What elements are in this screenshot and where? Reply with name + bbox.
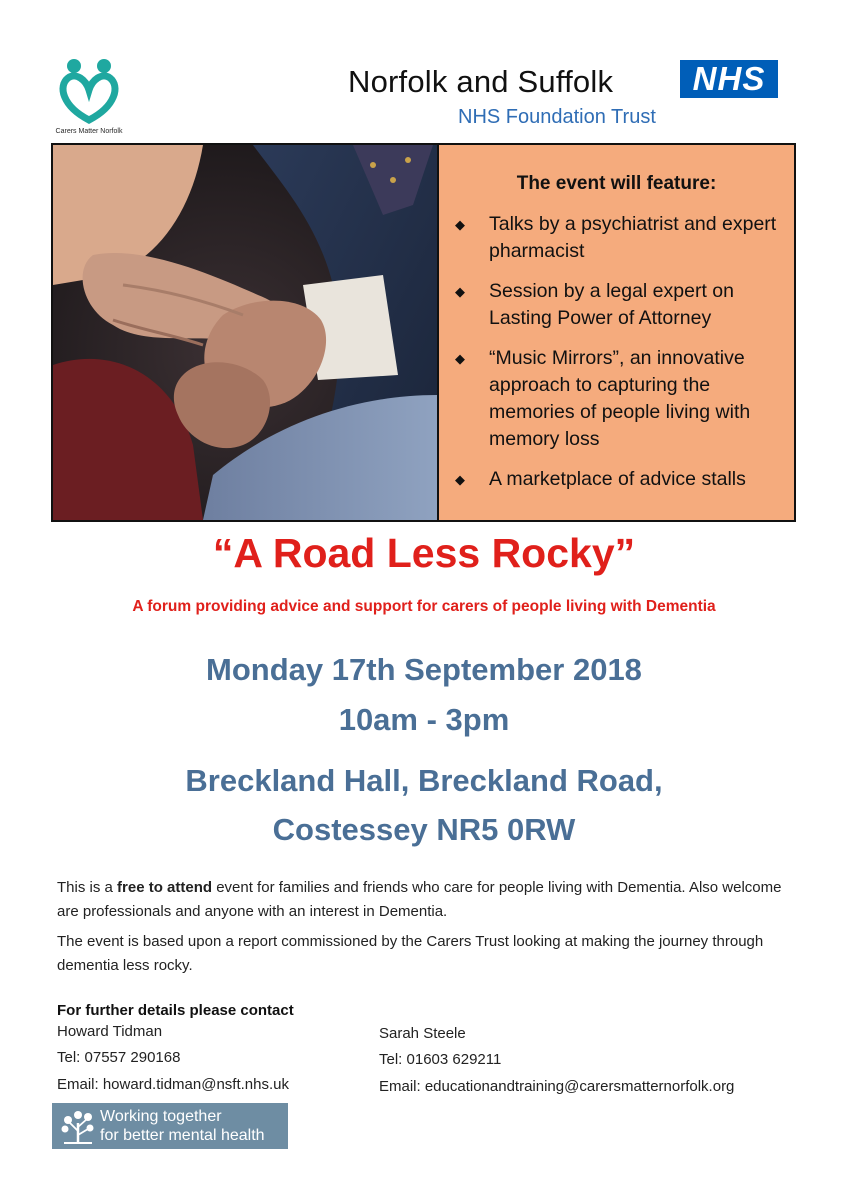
contact-email: Email: howard.tidman@nsft.nhs.uk xyxy=(57,1076,289,1093)
hero-section xyxy=(51,143,796,522)
tree-icon xyxy=(58,1107,98,1145)
free-to-attend-text: free to attend xyxy=(117,879,213,896)
intro-text-rest: event for families and friends who care for people living with Dementia. Also welcome are professionals and anyone with an interest in Dementia. xyxy=(57,879,782,920)
banner-line-1: Working together xyxy=(100,1108,222,1125)
event-time: 10am - 3pm xyxy=(338,702,510,737)
event-title: “A Road Less Rocky” xyxy=(212,530,636,576)
feature-list xyxy=(453,211,783,506)
diamond-bullet-icon: ◆ xyxy=(455,217,465,232)
diamond-bullet-icon: ◆ xyxy=(455,472,465,487)
feature-item xyxy=(453,211,783,265)
feature-item xyxy=(453,466,783,493)
diamond-bullet-icon: ◆ xyxy=(455,351,465,366)
contact-name: Sarah Steele xyxy=(379,1025,466,1042)
intro-text-prefix: This is a xyxy=(57,879,118,896)
contact-phone: Tel: 07557 290168 xyxy=(57,1049,181,1066)
contact-heading: For further details please contact xyxy=(57,1002,294,1019)
trust-name: Norfolk and Suffolk xyxy=(348,64,614,99)
banner-text xyxy=(100,1107,265,1145)
carers-logo-caption: Carers Matter Norfolk xyxy=(55,128,123,135)
holding-hands-photo xyxy=(53,145,437,520)
feature-box xyxy=(437,145,794,520)
contact-name: Howard Tidman xyxy=(57,1023,163,1040)
carers-logo-icon xyxy=(52,56,126,128)
nhs-logo: NHS xyxy=(680,60,778,98)
feature-heading: The event will feature: xyxy=(516,173,717,194)
feature-item-text: Talks by a psychiatrist and expert pharmacist xyxy=(489,213,777,262)
contact-email: Email: educationandtraining@carersmatternorfolk.org xyxy=(379,1078,735,1095)
feature-item xyxy=(453,278,783,332)
working-together-banner xyxy=(52,1103,288,1149)
feature-item-text: “Music Mirrors”, an innovative approach to capturing the memories of people living with memory loss xyxy=(489,347,751,450)
contact-phone: Tel: 01603 629211 xyxy=(379,1051,502,1068)
report-paragraph: The event is based upon a report commissioned by the Carers Trust looking at making the journey through dementia less rocky. xyxy=(57,933,764,974)
event-date: Monday 17th September 2018 xyxy=(206,652,642,687)
feature-item xyxy=(453,345,783,453)
event-subtitle: A forum providing advice and support for carers of people living with Dementia xyxy=(132,598,716,615)
venue-line-2: Costessey NR5 0RW xyxy=(272,812,576,847)
feature-item-text: Session by a legal expert on Lasting Power of Attorney xyxy=(489,280,734,329)
diamond-bullet-icon: ◆ xyxy=(455,284,465,299)
banner-line-2: for better mental health xyxy=(100,1127,265,1144)
carers-matter-norfolk-logo xyxy=(52,56,126,140)
trust-subtitle: NHS Foundation Trust xyxy=(458,106,656,128)
venue-line-1: Breckland Hall, Breckland Road, xyxy=(185,763,663,798)
intro-paragraph xyxy=(57,876,787,924)
feature-item-text: A marketplace of advice stalls xyxy=(489,468,746,490)
